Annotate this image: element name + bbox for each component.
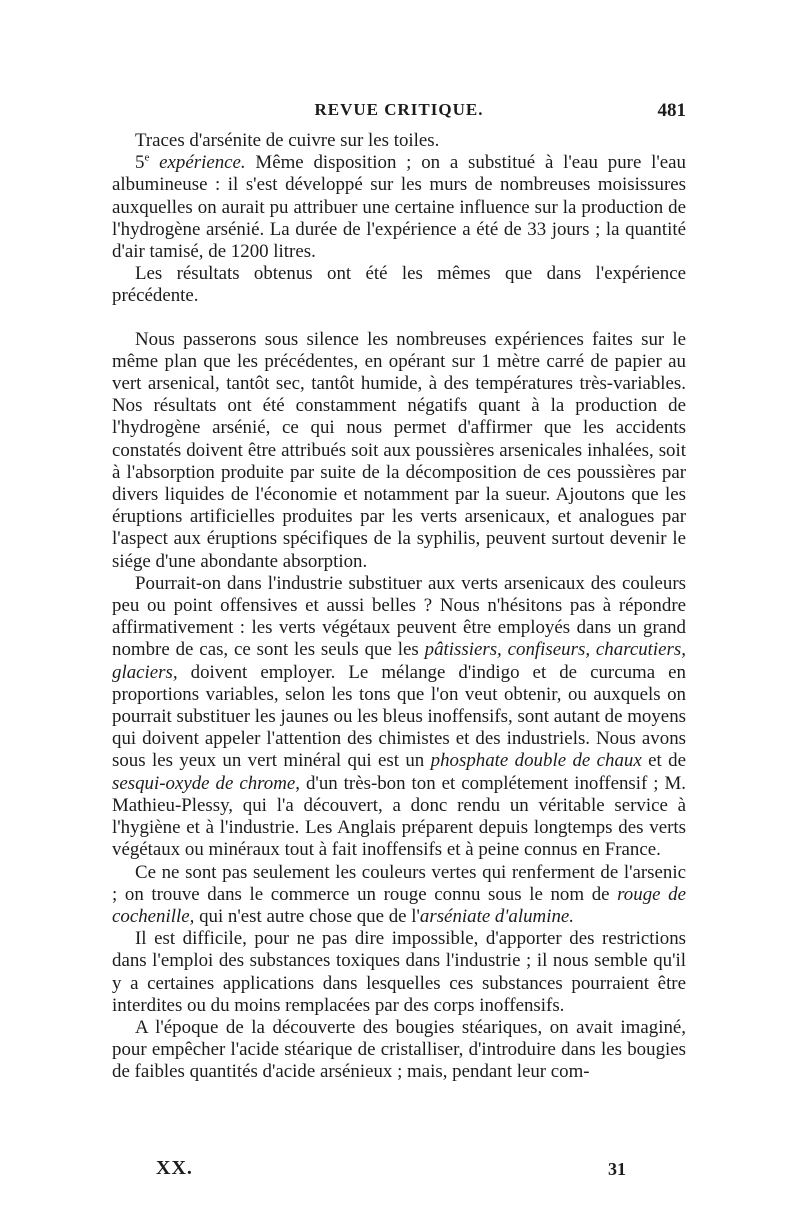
- text-run: Pourrait-on dans l'industrie substituer aux verts arsenicaux des couleurs peu ou point offensives et aussi belles ? Nous n'hésitons pas à répondre affirmativement : les verts végétaux peuvent être employés dans un grand nombre de cas, ce sont les seuls que les: [112, 572, 686, 661]
- paragraph: [112, 928, 686, 1017]
- paragraph: [112, 573, 686, 862]
- text-run: Traces d'arsénite de cuivre sur les toiles.: [135, 130, 440, 151]
- signature-mark: XX.: [156, 1157, 193, 1179]
- page-header: [112, 100, 686, 126]
- text-run: qui n'est autre chose que de l': [194, 905, 420, 927]
- text-run: Il est difficile, pour ne pas dire impossible, d'apporter des restrictions dans l'emploi des substances toxiques dans l'industrie ; il nous semble qu'il y a certaines applications dans lesquelles ces substances pourraient être interdites ou du moins remplacées par des corps inoffensifs.: [112, 928, 686, 1016]
- body-text: [112, 130, 686, 1084]
- italic-text: sesqui-oxyde de chrome: [112, 772, 296, 794]
- text-run: [149, 152, 159, 173]
- page-footer: [156, 1157, 626, 1185]
- italic-text: arséniate d'alumine.: [419, 905, 575, 927]
- italic-text: expérience.: [159, 152, 246, 174]
- italic-text: pâtissiers, confiseurs, charcutiers, glaciers,: [112, 639, 686, 683]
- text-run: Ce ne sont pas seulement les couleurs vertes qui renferment de l'arsenic ; on trouve dans le commerce un rouge connu sous le nom de: [112, 861, 686, 905]
- paragraph: [112, 130, 686, 152]
- sheet-number: 31: [608, 1159, 626, 1179]
- text-run: doivent employer. Le mélange d'indigo et de curcuma en proportions variables, selon les tons que l'on veut obtenir, ou auxquels on pourrait substituer les jaunes ou les bleus inoffensifs, sont autant de moyens qui doivent appeler l'attention des chimistes et des industriels. Nous avons sous les yeux un vert minéral qui est un: [112, 661, 686, 772]
- paragraph: [112, 263, 686, 307]
- text-run: A l'époque de la découverte des bougies stéariques, on avait imaginé, pour empêcher l'acide stéarique de cristalliser, d'introduire dans les bougies de faibles quantités d'acide arsénieux ; mais, pendant leur com-: [112, 1016, 686, 1083]
- superscript: e: [144, 151, 150, 164]
- text-run: , d'un très-bon ton et complétement inoffensif ; M. Mathieu-Plessy, qui l'a découvert, a donc rendu un véritable service à l'hygiène et à l'industrie. Les Anglais préparent depuis longtemps des verts végétaux ou minéraux tout à fait inoffensifs et à peine connus en France.: [112, 772, 686, 861]
- text-run: Nous passerons sous silence les nombreuses expériences faites sur le même plan que les précédentes, en opérant sur 1 mètre carré de papier au vert arsenical, tantôt sec, tantôt humide, à des températures très-variables. Nos résultats ont été constamment négatifs quant à la production de l'hydrogène arsénié, ce qui nous permet d'affirmer que les accidents constatés doivent être attribués soit aux poussières arsenicales inhalées, soit à l'absorption produite par suite de la décomposition de ces poussières par divers liquides de l'économie et notamment par la sueur. Ajoutons que les éruptions artificielles produites par les verts arsenicaux, et analogues par l'aspect aux éruptions spécifiques de la syphilis, peuvent surtout devenir le siége d'une abondante absorption.: [112, 328, 686, 572]
- text-run: Même disposition ; on a substitué à l'eau pure l'eau albumineuse : il s'est développé sur les murs de nombreuses moisissures auxquelles on aurait pu attribuer une certaine influence sur la production de l'hydrogène arsénié. La durée de l'expérience a été de 33 jours ; la quantité d'air tamisé, de 1200 litres.: [112, 152, 686, 263]
- italic-text: rouge de cochenille,: [112, 883, 686, 927]
- text-run: 5: [135, 152, 145, 174]
- text-run: et de: [641, 750, 686, 772]
- paragraph: [112, 329, 686, 573]
- text-run: Les résultats obtenus ont été les mêmes que dans l'expérience précédente.: [112, 263, 686, 307]
- page-number: 481: [657, 100, 686, 121]
- paragraph: [112, 1017, 686, 1084]
- running-title: REVUE CRITIQUE.: [314, 100, 484, 119]
- italic-text: phosphate double de chaux: [430, 750, 642, 772]
- paragraph: [112, 862, 686, 929]
- paragraph: [112, 152, 686, 263]
